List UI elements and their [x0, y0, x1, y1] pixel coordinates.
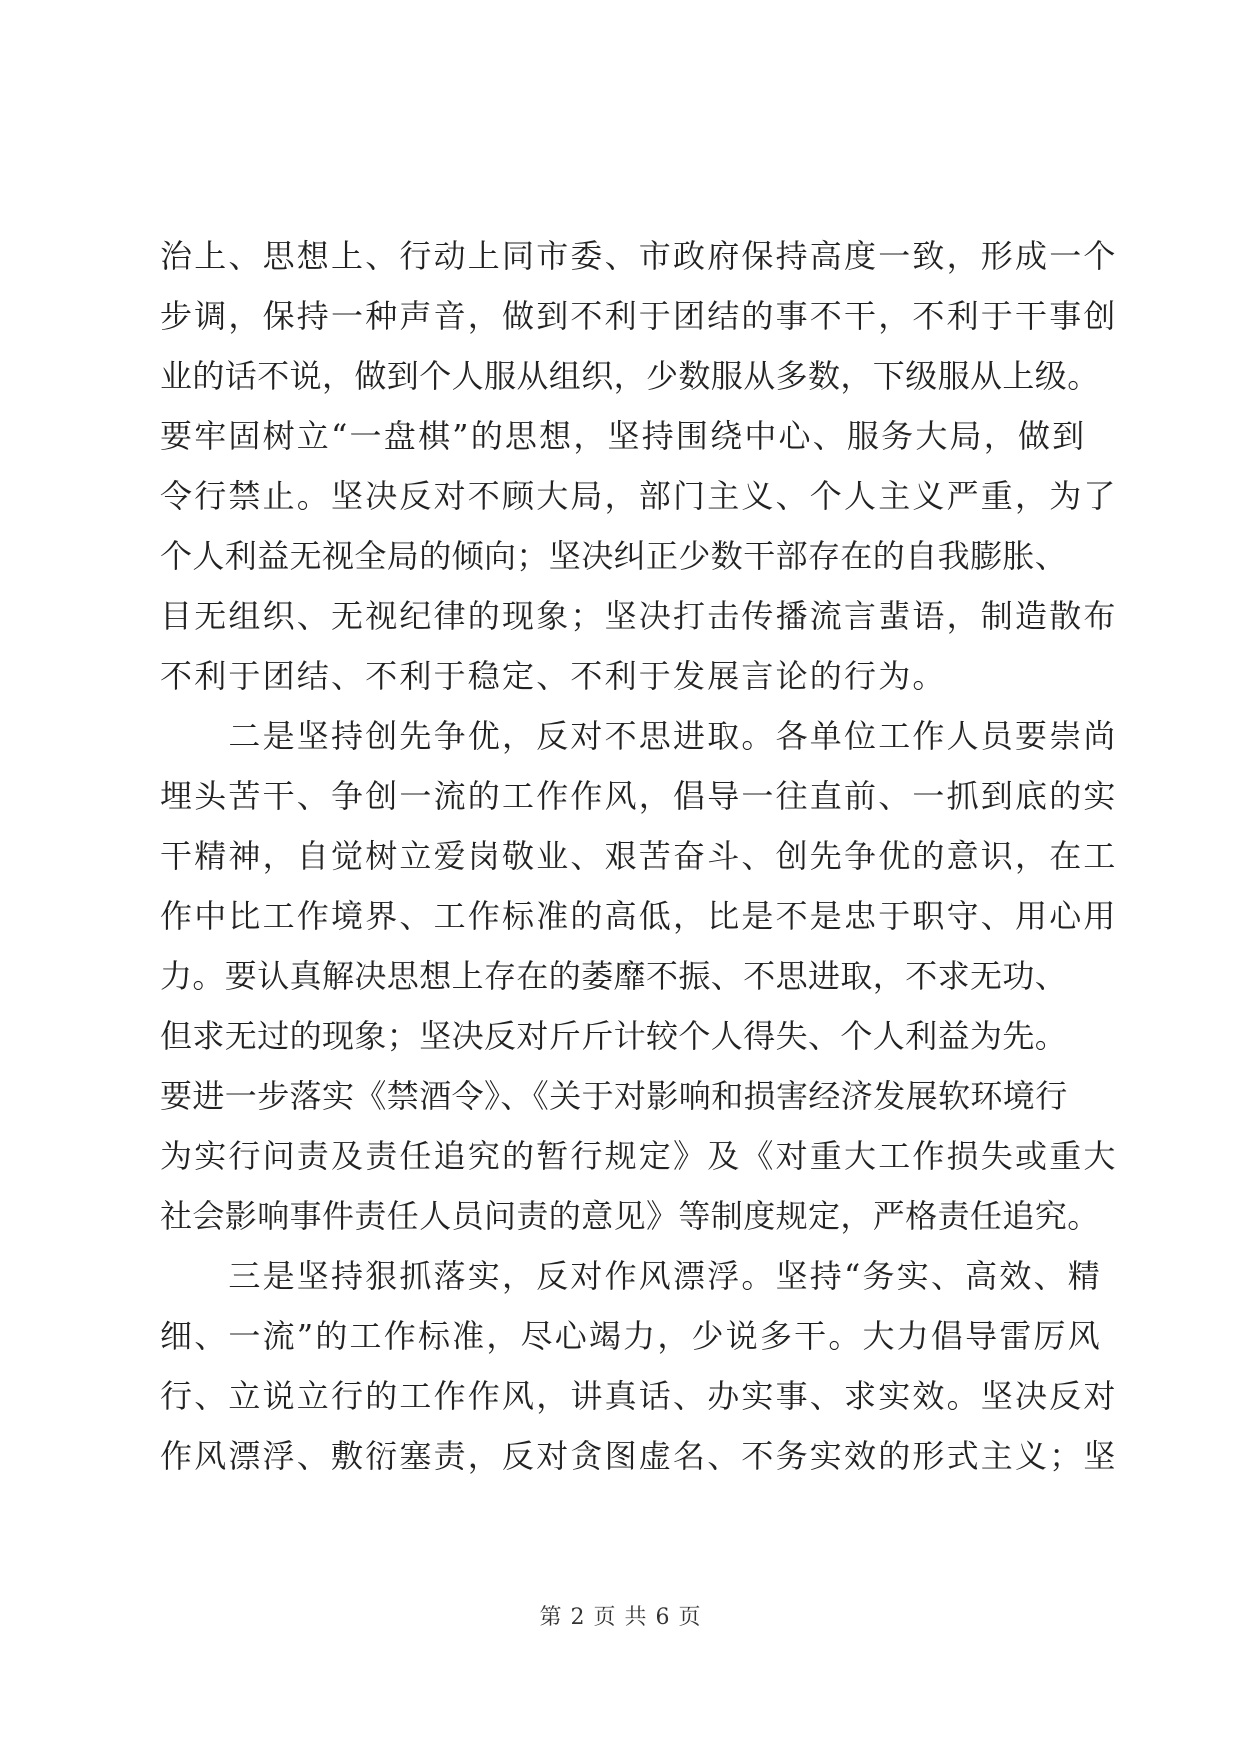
text-line: 要进一步落实《禁酒令》、《关于对影响和损害经济发展软环境行: [160, 1077, 1068, 1115]
page-number-footer: 第 2 页 共 6 页: [539, 1605, 702, 1630]
text-line: 步调，保持一种声音，做到不利于团结的事不干，不利于干事创: [160, 297, 1118, 335]
text-line: 但求无过的现象；坚决反对斤斤计较个人得失、个人利益为先。: [160, 1017, 1068, 1055]
text-line: 干精神，自觉树立爱岗敬业、艰苦奋斗、创先争优的意识，在工: [160, 837, 1118, 875]
text-line: 治上、思想上、行动上同市委、市政府保持高度一致，形成一个: [160, 237, 1118, 275]
text-line: 业的话不说，做到个人服从组织，少数服从多数，下级服从上级。: [160, 357, 1100, 395]
text-line: 社会影响事件责任人员问责的意见》等制度规定，严格责任追究。: [160, 1197, 1100, 1235]
text-line: 埋头苦干、争创一流的工作作风，倡导一往直前、一抓到底的实: [160, 777, 1118, 815]
text-line: 力。要认真解决思想上存在的萎靡不振、不思进取，不求无功、: [160, 957, 1068, 995]
text-line: 细、一流”的工作标准，尽心竭力，少说多干。大力倡导雷厉风: [160, 1317, 1102, 1355]
text-line: 行、立说立行的工作作风，讲真话、办实事、求实效。坚决反对: [160, 1377, 1118, 1415]
text-line: 不利于团结、不利于稳定、不利于发展言论的行为。: [160, 657, 947, 695]
text-line: 二是坚持创先争优，反对不思进取。各单位工作人员要崇尚: [160, 717, 1118, 755]
text-line: 作风漂浮、敷衍塞责，反对贪图虚名、不务实效的形式主义；坚: [160, 1437, 1118, 1475]
text-line: 作中比工作境界、工作标准的高低，比是不是忠于职守、用心用: [160, 897, 1118, 935]
text-line: 为实行问责及责任追究的暂行规定》及《对重大工作损失或重大: [160, 1137, 1118, 1175]
text-line: 要牢固树立“一盘棋”的思想，坚持围绕中心、服务大局，做到: [160, 417, 1087, 455]
text-line: 个人利益无视全局的倾向；坚决纠正少数干部存在的自我膨胀、: [160, 537, 1068, 575]
text-line: 目无组织、无视纪律的现象；坚决打击传播流言蜚语，制造散布: [160, 597, 1118, 635]
text-line: 三是坚持狠抓落实，反对作风漂浮。坚持“务实、高效、精: [160, 1257, 1102, 1295]
body-text: [160, 226, 1118, 1486]
text-line: 令行禁止。坚决反对不顾大局，部门主义、个人主义严重，为了: [160, 477, 1118, 515]
